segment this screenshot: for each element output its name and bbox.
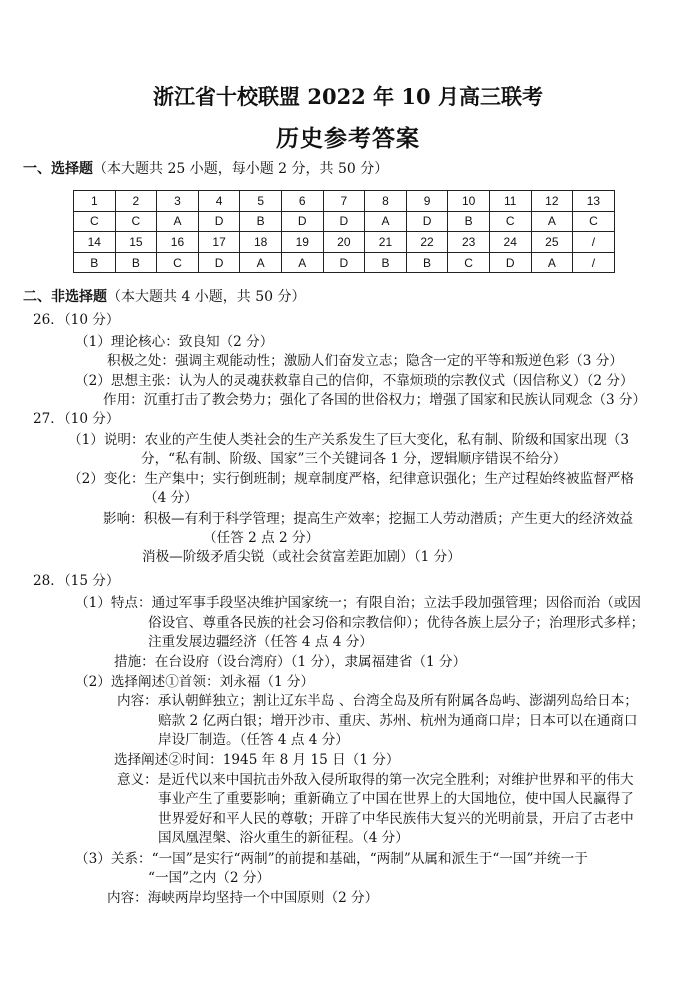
table-cell: 6 [281, 191, 323, 212]
answer-line: （2）思想主张：认为人的灵魂获救靠自己的信仰，不靠烦琐的宗教仪式（因信称义）（2 分） [75, 373, 634, 389]
table-cell: 5 [240, 191, 282, 212]
answer-line: 世界爱好和平人民的尊敬；开辟了中华民族伟大复兴的光明前景，开启了古老中 [158, 811, 634, 827]
answer-line: 内容：承认朝鲜独立；割让辽东半岛 、台湾全岛及所有附属各岛屿、澎湖列岛给日本； [117, 693, 638, 709]
table-cell: 15 [115, 232, 157, 253]
answer-line: “一国”之内（2 分） [148, 870, 271, 886]
table-cell: 14 [74, 232, 116, 253]
answer-line: 赔款 2 亿两白银；增开沙市、重庆、苏州、杭州为通商口岸；日本可以在通商口 [158, 713, 638, 729]
table-cell: 13 [573, 191, 615, 212]
answer-line: 内容：海峡两岸均坚持一个中国原则（2 分） [107, 890, 379, 906]
table-cell: 2 [115, 191, 157, 212]
section-note: （本大题共 4 小题，共 50 分） [107, 289, 306, 305]
table-row [74, 252, 615, 273]
table-cell: D [406, 211, 448, 232]
table-row [74, 191, 615, 212]
table-cell: 7 [323, 191, 365, 212]
table-cell: A [365, 211, 407, 232]
table-cell: D [323, 211, 365, 232]
table-cell: 4 [198, 191, 240, 212]
answer-line: 措施：在台设府（设台湾府）（1 分），隶属福建省（1 分） [114, 654, 467, 670]
answer-line: 注重发展边疆经济（任答 4 点 4 分） [148, 634, 373, 650]
answer-line: 作用：沉重打击了教会势力；强化了各国的世俗权力；增强了国家和民族认同观念（3 分） [103, 392, 647, 408]
page-subtitle: 历史参考答案 [276, 125, 420, 152]
table-cell: D [489, 252, 531, 273]
table-cell: C [573, 211, 615, 232]
answer-line: （4 分） [144, 490, 198, 506]
table-cell: B [74, 252, 116, 273]
table-cell: 23 [448, 232, 490, 253]
table-cell: C [157, 252, 199, 273]
answer-line: （2）选择阐述①首领：刘永福（1 分） [75, 674, 315, 690]
section-heading-choice [23, 160, 388, 179]
table-cell: A [531, 252, 573, 273]
table-cell: B [115, 252, 157, 273]
table-cell: 10 [448, 191, 490, 212]
answer-line: 消极—阶级矛盾尖锐（或社会贫富差距加剧）（1 分） [142, 549, 461, 565]
table-cell: 19 [281, 232, 323, 253]
table-cell: A [157, 211, 199, 232]
answer-line: （3）关系：“一国”是实行“两制”的前提和基础，“两制”从属和派生于“一国”并统一于 [75, 851, 588, 867]
section-title: 一、选择题 [23, 161, 93, 177]
table-cell: 12 [531, 191, 573, 212]
table-cell: B [365, 252, 407, 273]
answer-table [73, 190, 615, 273]
table-cell: D [198, 211, 240, 232]
answer-line: （1）特点：通过军事手段坚决维护国家统一；有限自治；立法手段加强管理；因俗而治（或因 [75, 595, 641, 611]
table-cell: C [74, 211, 116, 232]
table-cell: A [531, 211, 573, 232]
answer-line: 意义：是近代以来中国抗击外敌入侵所取得的第一次完全胜利；对维护世界和平的伟大 [117, 772, 634, 788]
table-cell: A [240, 252, 282, 273]
table-cell: / [573, 232, 615, 253]
answer-line: 影响：积极—有利于科学管理；提高生产效率；挖掘工人劳动潜质；产生更大的经济效益 [103, 511, 634, 527]
answer-line: 国凤凰涅槃、浴火重生的新征程。（4 分） [158, 830, 409, 846]
table-cell: 17 [198, 232, 240, 253]
table-cell: 9 [406, 191, 448, 212]
table-cell: B [240, 211, 282, 232]
section-note: （本大题共 25 小题，每小题 2 分，共 50 分） [93, 161, 389, 177]
section-heading-nonchoice [23, 288, 306, 307]
answer-line: （1）说明：农业的产生使人类社会的生产关系发生了巨大变化，私有制、阶级和国家出现（3 [68, 432, 630, 448]
answer-line: 俗设官、尊重各民族的社会习俗和宗教信仰）；优待各族上层分子；治理形式多样； [148, 615, 645, 631]
table-row [74, 232, 615, 253]
table-cell: 16 [157, 232, 199, 253]
answer-line: 选择阐述②时间：1945 年 8 月 15 日（1 分） [114, 752, 400, 768]
table-cell: 20 [323, 232, 365, 253]
answer-line: （任答 2 点 2 分） [203, 530, 320, 546]
table-row [74, 211, 615, 232]
table-cell: 1 [74, 191, 116, 212]
table-cell: / [573, 252, 615, 273]
table-cell: 3 [157, 191, 199, 212]
answer-line: （2）变化：生产集中；实行倒班制；规章制度严格，纪律意识强化；生产过程始终被监督严格 [68, 471, 634, 487]
question-number-26: 26．（10 分） [33, 312, 120, 328]
answer-line: 分，“私有制、阶级、国家”三个关键词各 1 分，逻辑顺序错误不给分） [141, 451, 567, 467]
question-number-27: 27．（10 分） [33, 411, 120, 427]
table-cell: 8 [365, 191, 407, 212]
table-cell: 25 [531, 232, 573, 253]
table-cell: 22 [406, 232, 448, 253]
table-cell: A [281, 252, 323, 273]
table-cell: D [198, 252, 240, 273]
table-cell: 18 [240, 232, 282, 253]
section-title: 二、非选择题 [23, 289, 107, 305]
answer-line: 积极之处：强调主观能动性；激励人们奋发立志；隐含一定的平等和叛逆色彩（3 分） [107, 353, 623, 369]
table-cell: C [448, 252, 490, 273]
table-cell: 24 [489, 232, 531, 253]
table-cell: C [115, 211, 157, 232]
question-number-28: 28．（15 分） [33, 573, 120, 589]
table-cell: B [406, 252, 448, 273]
table-cell: D [323, 252, 365, 273]
table-cell: D [281, 211, 323, 232]
table-cell: 21 [365, 232, 407, 253]
table-cell: C [489, 211, 531, 232]
page-title: 浙江省十校联盟 2022 年 10 月高三联考 [153, 84, 543, 109]
table-cell: B [448, 211, 490, 232]
answer-line: 岸设厂制造。（任答 4 点 4 分） [158, 732, 349, 748]
answer-line: （1）理论核心：致良知（2 分） [75, 334, 274, 350]
table-cell: 11 [489, 191, 531, 212]
answer-line: 事业产生了重要影响；重新确立了中国在世界上的大国地位，使中国人民赢得了 [158, 791, 634, 807]
